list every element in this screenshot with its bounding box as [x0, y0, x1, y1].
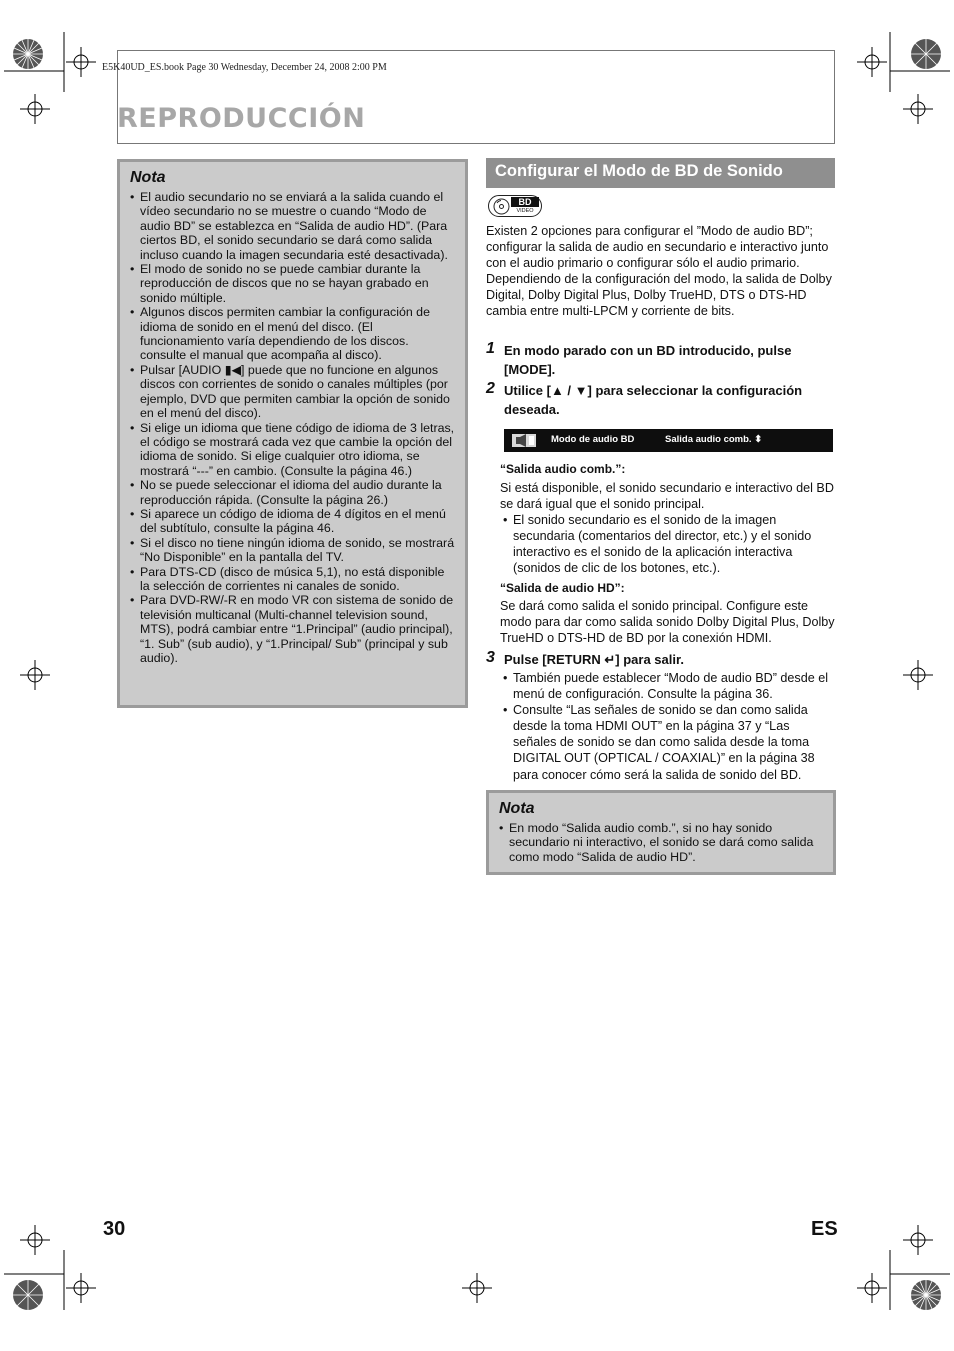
left-note-title: Nota [130, 169, 166, 186]
option-1-title: “Salida audio comb.”: [500, 462, 626, 476]
register-mark-right-mid [903, 660, 933, 690]
list-item: • El sonido secundario es el sonido de la imagen secundaria (comentarios del director, etc.) y el sonido interactivo es el sonido de la aplicación interactiva (sonidos de clic de los botones, etc.). [503, 512, 835, 576]
list-item: • El modo de sonido no se puede cambiar durante la reproducción de discos que no se hayan grabado en sonido múltiple. [130, 262, 455, 305]
register-mark-tl [66, 47, 96, 77]
step-3-number: 3 [486, 649, 495, 666]
list-item: • Si el disco no tiene ningún idioma de sonido, se mostrará “No Disponible” en la pantalla del TV. [130, 536, 455, 565]
osd-value: Salida audio comb. ⬍ [665, 434, 763, 445]
page-title: REPRODUCCIÓN [117, 103, 366, 134]
register-mark-b1 [66, 1273, 96, 1303]
step-1-text: En modo parado con un BD introducido, pulse [MODE]. [504, 343, 792, 377]
osd-menu-bar [504, 429, 833, 452]
badge-video-label: VIDEO [516, 208, 534, 214]
step-3-text: Pulse [RETURN ↵] para salir. [504, 652, 684, 667]
star-target-tr [910, 38, 942, 70]
osd-label: Modo de audio BD [551, 434, 635, 445]
section-title: Configurar el Modo de BD de Sonido [495, 162, 783, 180]
star-target-br [910, 1279, 942, 1311]
list-item: • Si elige un idioma que tiene código de idioma de 3 letras, el código se mostrará cada vez que cambie la opción del idioma de sonido. Si elige cualquier otro idioma, se mostrará “---” en cambio. (Consulte la página 46.) [130, 421, 455, 479]
list-item: • También puede establecer “Modo de audio BD” desde el menú de configuración. Consulte la página 36. [503, 670, 835, 702]
register-mark-b2 [857, 1273, 887, 1303]
list-item: • En modo “Salida audio comb.”, si no hay sonido secundario ni interactivo, el sonido se dará como salida como modo “Salida de audio HD”. [499, 821, 823, 864]
list-item: • El audio secundario no se enviará a la salida cuando el vídeo secundario no se muestre o cuando “Modo de audio BD” se establezca en “Salida de audio HD”. (Para ciertos BD, el sonido secundario se dará como salida incluso cuando la imagen secundaria esté desactivada). [130, 190, 455, 262]
step-2-number: 2 [486, 380, 495, 397]
left-note-list [130, 190, 455, 665]
option-1-text: Si está disponible, el sonido secundario e interactivo del BD se dará igual que el sonido principal. [500, 481, 834, 512]
register-mark-l1 [20, 94, 50, 124]
register-mark-bottom-center [462, 1273, 492, 1303]
file-header: E5K40UD_ES.book Page 30 Wednesday, December 24, 2008 2:00 PM [102, 62, 387, 73]
right-note-title: Nota [499, 800, 535, 817]
bd-video-badge [488, 195, 542, 217]
list-item: • Algunos discos permiten cambiar la configuración de idioma de sonido en el menú del disco. (El funcionamiento varía dependiendo de los discos. consulte el manual que acompaña al disco). [130, 305, 455, 363]
register-mark-tr [857, 47, 887, 77]
intro-paragraph: Existen 2 opciones para configurar el ”Modo de audio BD”; configurar la salida de audio en secundario e interactivo junto con el audio primario o configurar sólo el audio primario. Dependiendo de la configuración del modo, la salida de Dolby Digital, Dolby Digital Plus, Dolby TrueHD, DTS o DTS-HD cambia entre multi-LPCM y corriente de bits. [486, 224, 832, 319]
register-mark-br [903, 1225, 933, 1255]
left-note-box [117, 159, 468, 708]
language-code: ES [811, 1218, 838, 1240]
option-2-text: Se dará como salida el sonido principal. Configure este modo para dar como salida sonido Dolby Digital Plus, Dolby TrueHD o DTS-HD de BD por la conexión HDMI. [500, 599, 835, 646]
step-2-text: Utilice [▲ / ▼] para seleccionar la configuración deseada. [504, 383, 803, 417]
star-target-bl [12, 1279, 44, 1311]
right-note-list [499, 821, 823, 864]
option-2-title: “Salida de audio HD”: [500, 581, 625, 595]
list-item: • Para DVD-RW/-R en modo VR con sistema de sonido de televisión multicanal (Multi-channel television sound, MTS), podrá cambiar entre “1.Principal” (audio principal), “1. Sub” (sub audio), y “1.Principal/ Sub” (principal y sub audio). [130, 593, 455, 665]
step-3-list [503, 670, 835, 783]
right-note-box [486, 790, 836, 875]
list-item: • Consulte “Las señales de sonido se dan como salida desde la toma HDMI OUT” en la página 37 y “Las señales de sonido se dan como salida desde la toma DIGITAL OUT (OPTICAL / COAXIAL)” en la página 38 para conocer cómo será la salida de sonido del BD. [503, 702, 835, 782]
list-item: • Para DTS-CD (disco de música 5,1), no está disponible la selección de corrientes ni canales de sonido. [130, 565, 455, 594]
register-mark-bl [20, 1225, 50, 1255]
page-number: 30 [103, 1218, 126, 1240]
badge-bd-label: BD [511, 197, 539, 207]
option-1-list [503, 512, 835, 576]
star-target-tl [12, 38, 44, 70]
list-item: • Pulsar [AUDIO ▮◀] puede que no funcione en algunos discos con corrientes de sonido o canales múltiples (por ejemplo, DVD que permiten cambiar la opción de sonido en el menú del disco). [130, 363, 455, 421]
list-item: • No se puede seleccionar el idioma del audio durante la reproducción rápida. (Consulte la página 26.) [130, 478, 455, 507]
speaker-icon [511, 433, 537, 448]
list-item: • Si aparece un código de idioma de 4 dígitos en el menú del subtítulo, consulte la página 46. [130, 507, 455, 536]
step-1-number: 1 [486, 340, 495, 357]
register-mark-left-mid [20, 660, 50, 690]
disc-icon [493, 198, 510, 215]
